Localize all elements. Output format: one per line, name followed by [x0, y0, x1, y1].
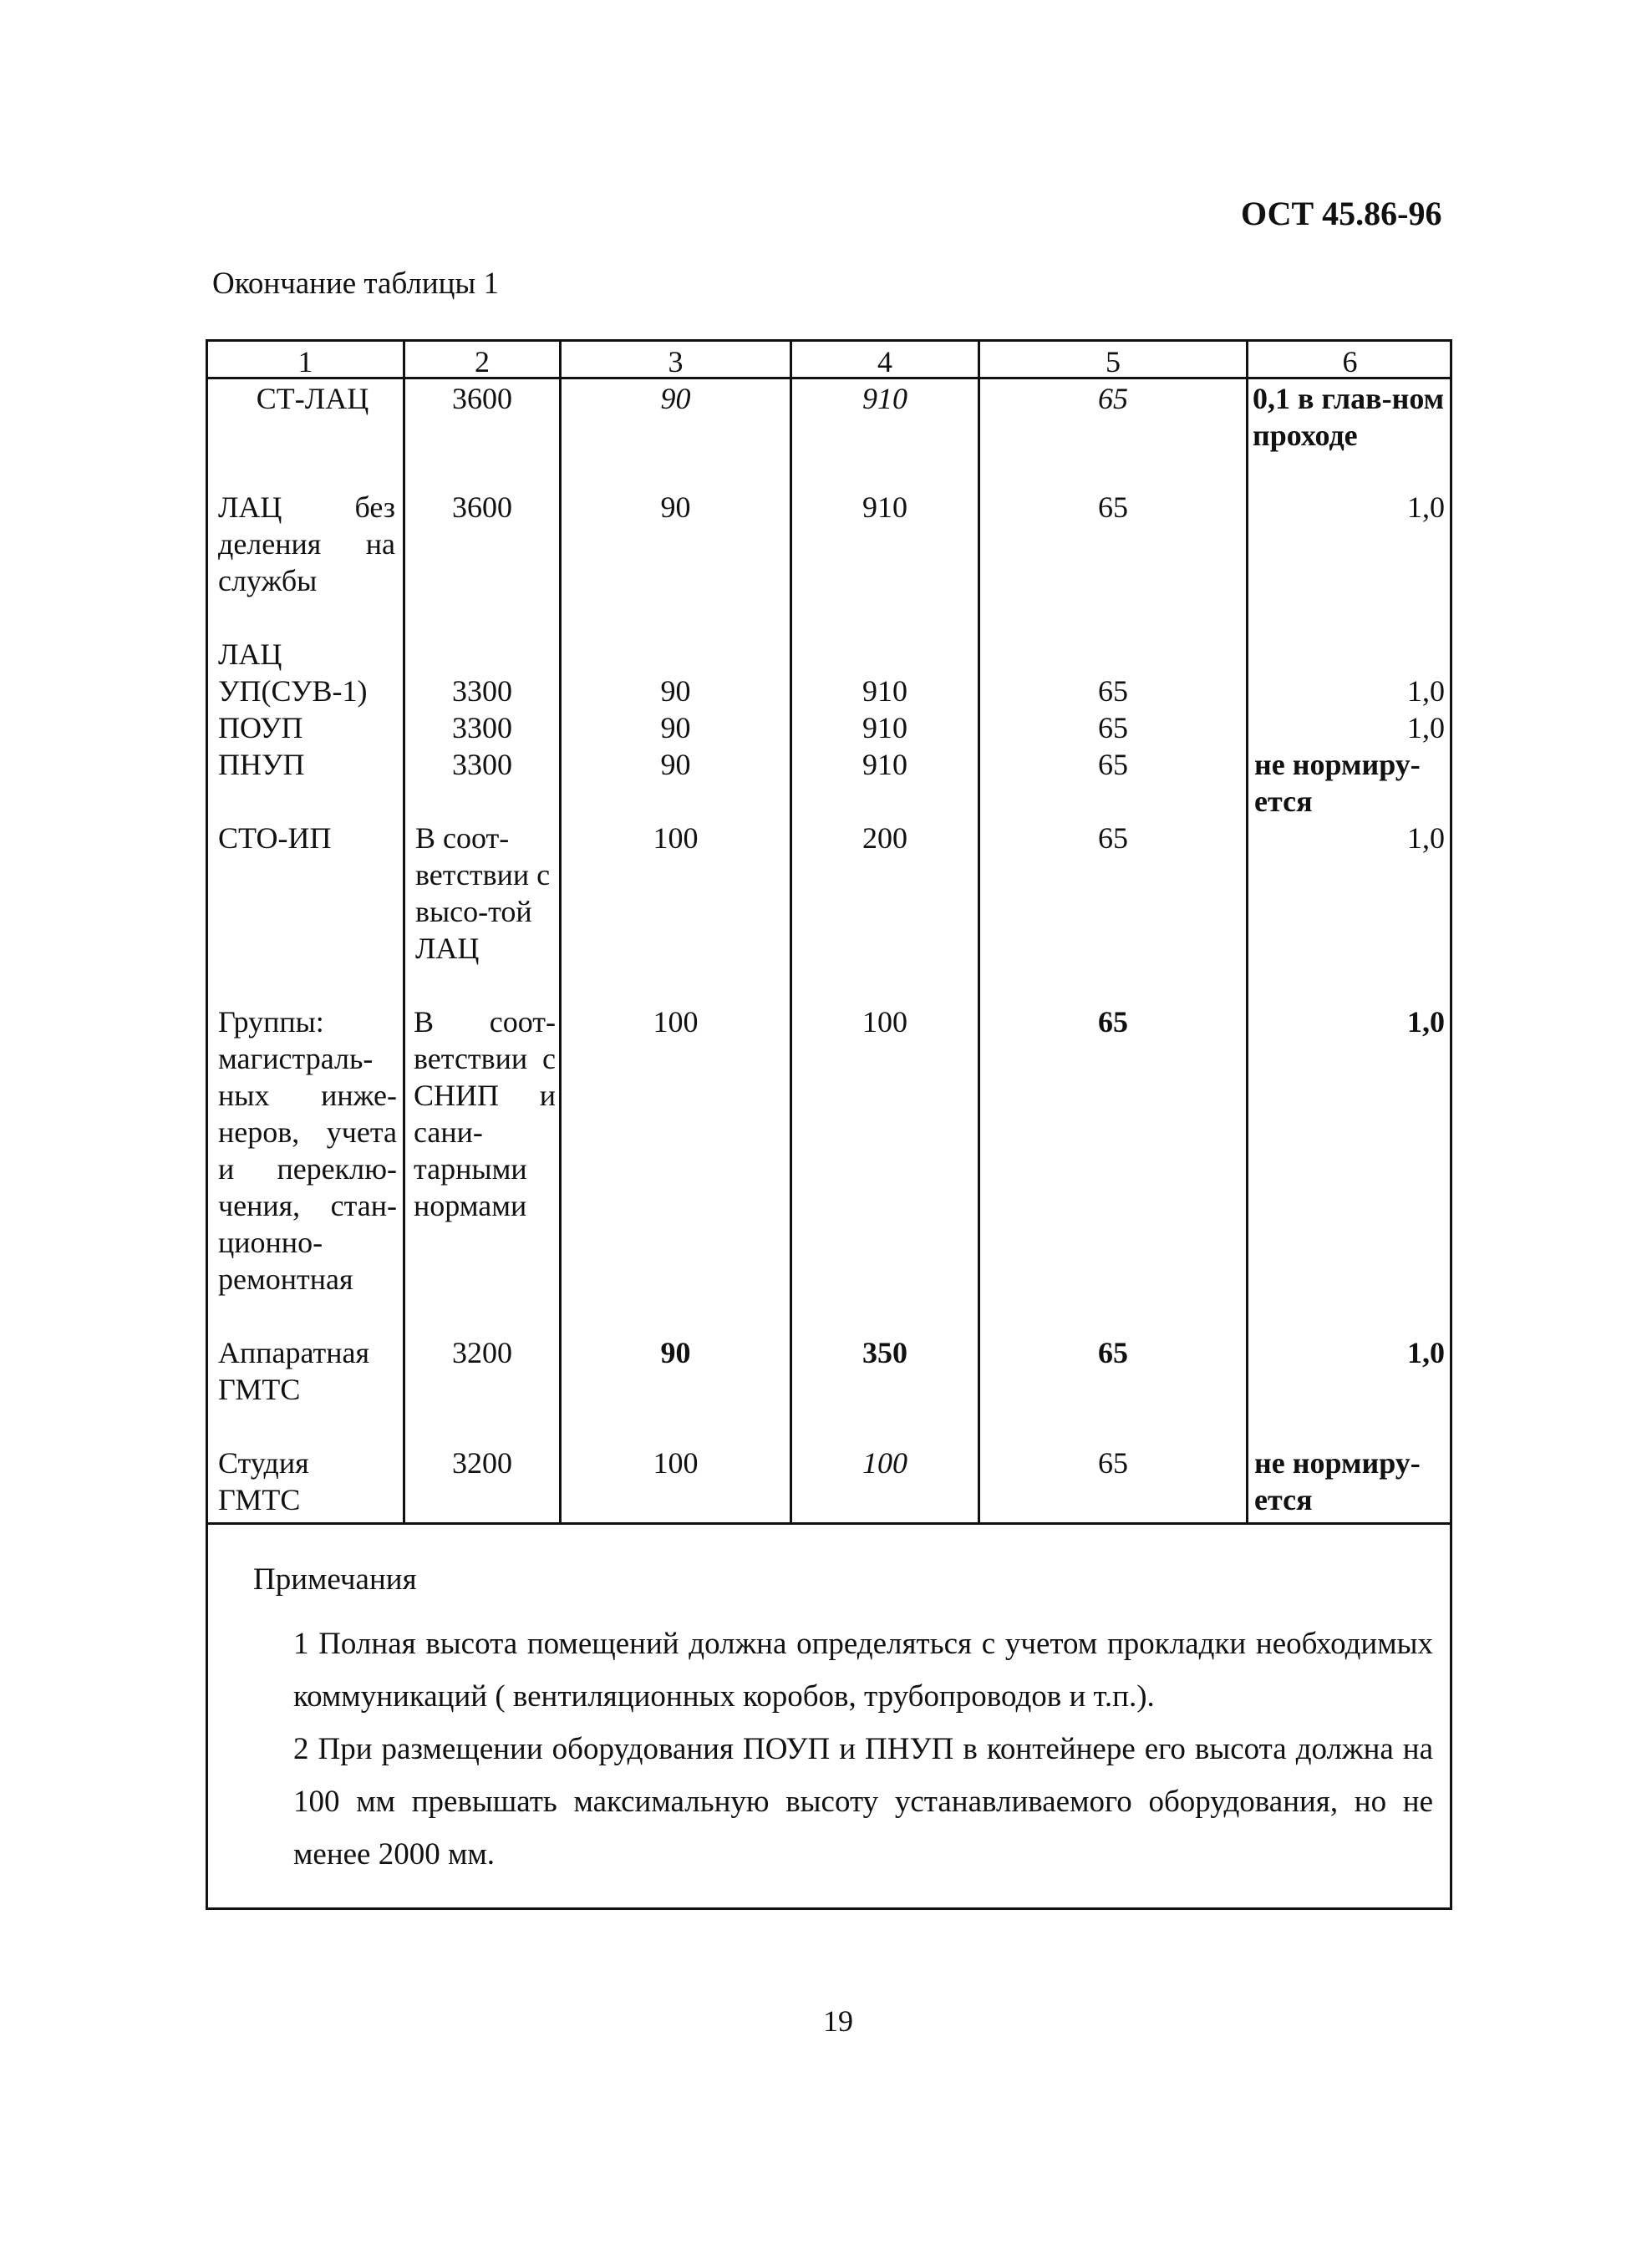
table-cell: 100 [653, 1446, 699, 1480]
table-cell: ПНУП [218, 748, 305, 781]
table-cell: 90 [660, 711, 691, 744]
table-cell: 910 [862, 674, 907, 708]
column-header: 3 [668, 345, 684, 378]
table-cell: 90 [660, 490, 691, 524]
table-cell: 1,0 [1407, 711, 1445, 744]
table-cell: 0,1 в глав-ном проходе [1253, 382, 1445, 452]
table-cell: 3200 [452, 1446, 512, 1480]
table-cell: Аппаратная ГМТС [218, 1336, 370, 1406]
table-cell: 910 [862, 711, 907, 744]
table-cell: УП(СУВ-1) [218, 674, 368, 708]
column-header: 1 [297, 345, 313, 378]
table-cell: ПОУП [218, 711, 303, 744]
table-cell: 3300 [452, 674, 512, 708]
table-cell: 90 [660, 748, 691, 781]
table-cell: СТ-ЛАЦ [256, 382, 369, 415]
table-cell: 65 [1098, 1446, 1128, 1480]
table-cell: 1,0 [1407, 1336, 1445, 1369]
table-cell: 100 [653, 821, 699, 855]
table-cell: 65 [1098, 1336, 1128, 1369]
table-cell: 1,0 [1407, 821, 1445, 855]
table-cell: Студия ГМТС [218, 1446, 309, 1516]
page-number: 19 [823, 2004, 853, 2038]
table-cell: 65 [1098, 1005, 1128, 1039]
table-cell: 910 [862, 748, 907, 781]
table-cell: 100 [862, 1005, 907, 1039]
table-cell: СТО-ИП [218, 821, 332, 855]
table-cell: 3200 [452, 1336, 512, 1369]
table-caption: Окончание таблицы 1 [212, 267, 500, 301]
table-cell: 65 [1098, 674, 1128, 708]
note-item: 2 При размещении оборудования ПОУП и ПНУП в контейнере его высота должна на 100 мм превышать максимальную высоту устанавливаемого оборудования, но не менее 2000 мм. [293, 1732, 1433, 1872]
table-cell: 1,0 [1407, 490, 1445, 524]
document-code: ОСТ 45.86-96 [1241, 195, 1442, 232]
table-cell: 100 [862, 1446, 907, 1480]
table-cell: 65 [1098, 382, 1128, 415]
table-cell: ЛАЦ без деления на службы [218, 490, 395, 597]
table-cell: 90 [660, 382, 691, 415]
column-header: 5 [1106, 345, 1121, 378]
column-header: 2 [475, 345, 490, 378]
column-header: 4 [877, 345, 892, 378]
table-cell: 65 [1098, 711, 1128, 744]
table-cell: 3300 [452, 748, 512, 781]
table-cell: В соот-ветствии с СНИП и сани-тарными нормами [414, 1005, 556, 1222]
table-grid [208, 342, 1450, 1525]
table-cell: 65 [1098, 490, 1128, 524]
table-cell: 3300 [452, 711, 512, 744]
note-item: 1 Полная высота помещений должна определяться с учетом прокладки необходимых коммуникаций ( вентиляционных коробов, трубопроводов и т.п.). [293, 1627, 1433, 1714]
column-divider [1246, 342, 1248, 1525]
table-cell: ЛАЦ [218, 637, 282, 671]
notes-title: Примечания [253, 1562, 417, 1597]
notes-section [208, 1525, 1450, 1881]
table-cell: 200 [862, 821, 907, 855]
table-cell: 1,0 [1407, 674, 1445, 708]
table-cell: не нормиру-ется [1254, 748, 1421, 818]
table-cell: 65 [1098, 748, 1128, 781]
column-header: 6 [1342, 345, 1358, 378]
table-cell: 910 [862, 490, 907, 524]
table-cell: 1,0 [1407, 1005, 1445, 1039]
table-cell: Группы: магистраль-ных инже-неров, учета и переклю-чения, стан-ционно-ремонтная [218, 1005, 397, 1296]
table-cell: 90 [660, 1336, 691, 1369]
table-cell: 100 [653, 1005, 699, 1039]
table-cell: 910 [862, 382, 907, 415]
data-table [206, 339, 1452, 1910]
table-cell: 350 [862, 1336, 907, 1369]
table-cell: 65 [1098, 821, 1128, 855]
table-cell: 3600 [452, 382, 512, 415]
table-cell: В соот-ветствии с высо-той ЛАЦ [415, 821, 551, 965]
table-cell: 3600 [452, 490, 512, 524]
table-cell: 90 [660, 674, 691, 708]
table-cell: не нормиру-ется [1254, 1446, 1421, 1516]
